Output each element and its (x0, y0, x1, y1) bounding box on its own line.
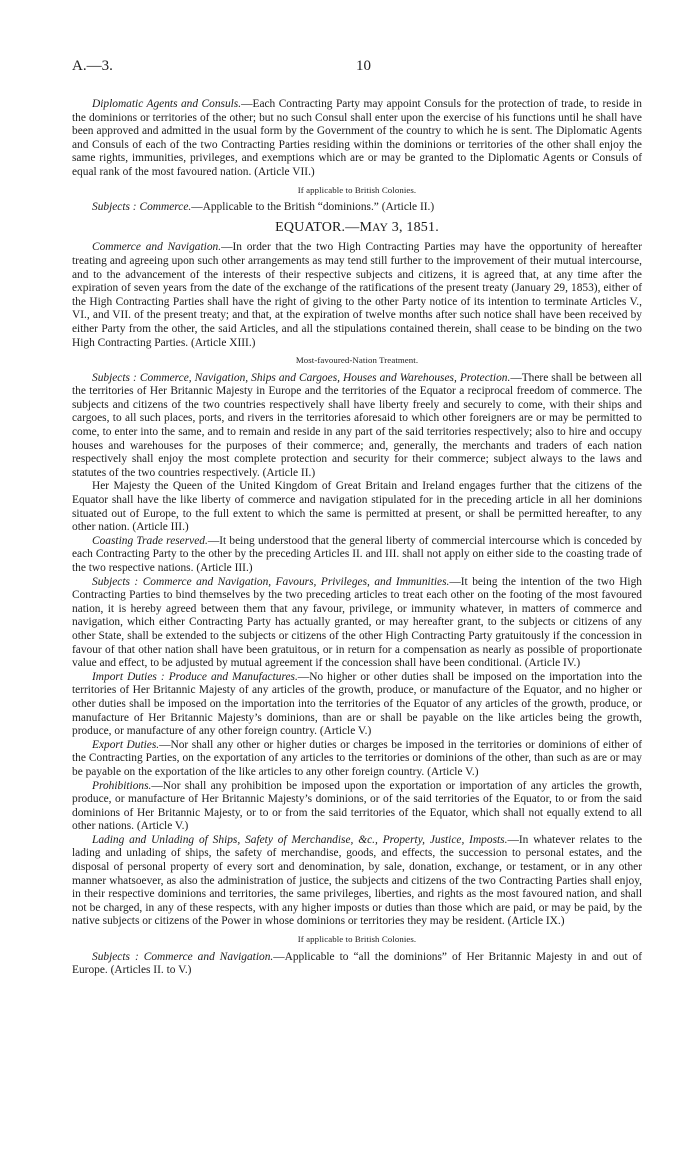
paragraph-heading: Commerce and Navigation. (92, 241, 222, 254)
paragraph-heading: Prohibitions. (92, 779, 152, 792)
paragraph-her-majesty: Her Majesty the Queen of the United Kingdom of Great Britain and Ireland engages further that the citizens of the Equator shall have the like liberty of commerce and navigation stipulated for in the preceding article in all her dominions situated out of Europe, to the full extent to which the same is permitted at present, or shall be permitted hereafter, to any other nation. (Article III.) (72, 480, 642, 534)
page-header (72, 60, 642, 78)
paragraph-text: —No higher or other duties shall be imposed on the importation into the territories of Her Britannic Majesty of any articles of the growth, produce, or manufacture of the Equator, and no higher or other duties shall be imposed on the importation into the territories of the Equator of any articles of the growth, produce, or manufacture of Her Britannic Majesty’s dominions, than are or shall be payable on the like articles being the growth, produce, or manufacture of any other foreign country. (Article V.) (72, 670, 642, 738)
paragraph-import-duties (72, 671, 642, 739)
marginal-note: If applicable to British Colonies. (297, 934, 417, 945)
paragraph-prohibitions (72, 780, 642, 834)
section-title: EQUATOR.—MAY 3, 1851. (275, 219, 439, 235)
paragraph-text: —There shall be between all the territories of Her Britannic Majesty in Europe and the territories of the Equator a reciprocal freedom of commerce. The subjects and citizens of the two countries respectively shall have liberty freely and securely to come, with their ships and cargoes, to all such places, ports, and rivers in the territories aforesaid to which other foreigners are or may be permitted to come, to enter into the same, and to remain and reside in any part of the said territories respectively; also to hire and occupy houses and warehouses for the purposes of their commerce; and, generally, the merchants and traders of each nation respectively shall enjoy the most complete protection and security for their commerce; subject always to the laws and statutes of the two countries respectively. (Article II.) (72, 371, 643, 479)
paragraph-diplomatic-agents (72, 98, 642, 180)
subjects-heading: Commerce and Navigation. (143, 950, 274, 963)
paragraph-lading (72, 834, 642, 929)
paragraph-text: —Nor shall any prohibition be imposed upon the exportation or importation of any articles the growth, produce, or manufacture of Her Britannic Majesty’s dominions, or of the said territories of the Equator, to or from the said dominions of Her Britannic Majesty, or to or from the said territories of the Equator, which shall not equally extend to all other nations. (Article V.) (72, 779, 642, 833)
paragraph-subjects-commerce (72, 372, 642, 481)
document-body (72, 98, 642, 978)
subjects-text: —Applicable to the British “dominions.” (Article II.) (191, 201, 435, 214)
paragraph-text: —It being the intention of the two High Contracting Parties to bind themselves by the two preceding articles to treat each other on the footing of the most favoured nation, it is hereby agreed between them that any favour, privilege, or immunity whatever, in matters of commerce and navigation, which either Contracting Party has actually granted, or may hereafter grant, to the subjects or citizens of any other State, shall be extended to the subjects or citizens of the other High Contracting Party gratuitously if the concession in favour of that other nation shall have been gratuitous, or in return for a compensation as nearly as possible of proportionate value and effect, to be adjusted by mutual agreement if the concession shall have been conditional. (Article IV.) (72, 575, 642, 670)
paragraph-heading: Commerce and Navigation, Favours, Privileges, and Immunities. (142, 575, 450, 588)
subjects-label: Subjects : (92, 371, 137, 384)
paragraph-text: —It being understood that the general liberty of commercial intercourse which is conceded by each Contracting Party to the other by the preceding Articles II. and III. shall not apply on either side to the coasting trade of the two respective nations. (Article III.) (72, 534, 643, 574)
paragraph-text: —Each Contracting Party may appoint Consuls for the protection of trade, to reside in the dominions or territories of the other; but no such Consul shall enter upon the exercise of his functions until he shall have been approved and admitted in the usual form by the Government of the country to which he is sent. The Diplomatic Agents and Consuls of each of the two Contracting Parties residing within the dominions or territories of the other shall enjoy the same rights, immunities, privileges, and exemptions which are or may be granted to the Diplomatic Agents or Consuls of equal rank of the most favoured nation. (Article VII.) (72, 98, 642, 178)
paragraph-export-duties (72, 739, 642, 780)
page-number: 10 (356, 58, 371, 74)
paragraph-text: —In order that the two High Contracting Parties may have the opportunity of hereafter treating and agreeing upon such other arrangements as may tend still further to the improvement of their mutual intercourse, and to the advancement of the interests of their respective subjects and citizens, it is agreed that, at any time after the expiration of seven years from the date of the exchange of the ratifications of the present treaty (January 29, 1853), either of the High Contracting Parties shall have the right of giving to the other Party notice of its intention to terminate Articles V., VI., and VII. of the present treaty; and that, at the expiration of twelve months after such notice shall have been received by either Party from the other, the said Articles, and all the stipulations contained therein, shall cease to be binding on the two High Contracting Parties. (Article XIII.) (72, 241, 642, 349)
subjects-text: —Applicable to “all the dominions” of Her Britannic Majesty in and out of Europe. (Articles II. to V.) (72, 950, 642, 977)
paragraph-heading: Lading and Unlading of Ships, Safety of Merchandise, &c., Property, Justice, Imposts. (92, 833, 508, 846)
marginal-note: Most-favoured-Nation Treatment. (295, 355, 419, 366)
subjects-label: Subjects : (92, 575, 139, 588)
subjects-heading: Commerce. (139, 201, 192, 214)
paragraph-heading: Diplomatic Agents and Consuls. (92, 98, 242, 110)
marginal-note: If applicable to British Colonies. (297, 184, 417, 195)
paragraph-favours (72, 576, 642, 671)
subjects-line-final (72, 951, 642, 978)
paragraph-heading: Commerce, Navigation, Ships and Cargoes, Houses and Warehouses, Protection. (139, 371, 511, 384)
paragraph-text: —Nor shall any other or higher duties or charges be imposed in the territories or dominions of either of the Contracting Parties, on the exportation of any articles to the territories or dominions of the other, than such as are or may be payable on the exportation of the like articles to any other foreign country. (Article V.) (72, 738, 642, 778)
subjects-line (72, 201, 642, 215)
paragraph-coasting-trade (72, 535, 642, 576)
paragraph-heading: Coasting Trade reserved. (92, 534, 208, 547)
paragraph-text: —In whatever relates to the lading and unlading of ships, the safety of merchandise, goods, and effects, the succession to personal estates, and the disposal of personal property of every sort and denomination, by sale, donation, exchange, or testament, or in any other manner whatsoever, as also the administration of justice, the subjects and citizens of the two Contracting Parties shall enjoy, in their respective dominions and territories, the same privileges, liberties, and rights as the most favoured nation, and shall not be charged, in any of these respects, with any higher imposts or duties than those which are paid, or may be paid, by the native subjects or citizens of the Power in whose dominions or territories they may be resident. (Article IX.) (72, 833, 642, 928)
paragraph-commerce-navigation (72, 241, 642, 350)
subjects-label: Subjects : (92, 950, 139, 963)
subjects-label: Subjects : (92, 201, 137, 214)
paragraph-heading: Export Duties. (92, 738, 160, 751)
document-reference: A.—3. (72, 58, 113, 74)
paragraph-heading: Import Duties : Produce and Manufactures. (92, 670, 298, 683)
